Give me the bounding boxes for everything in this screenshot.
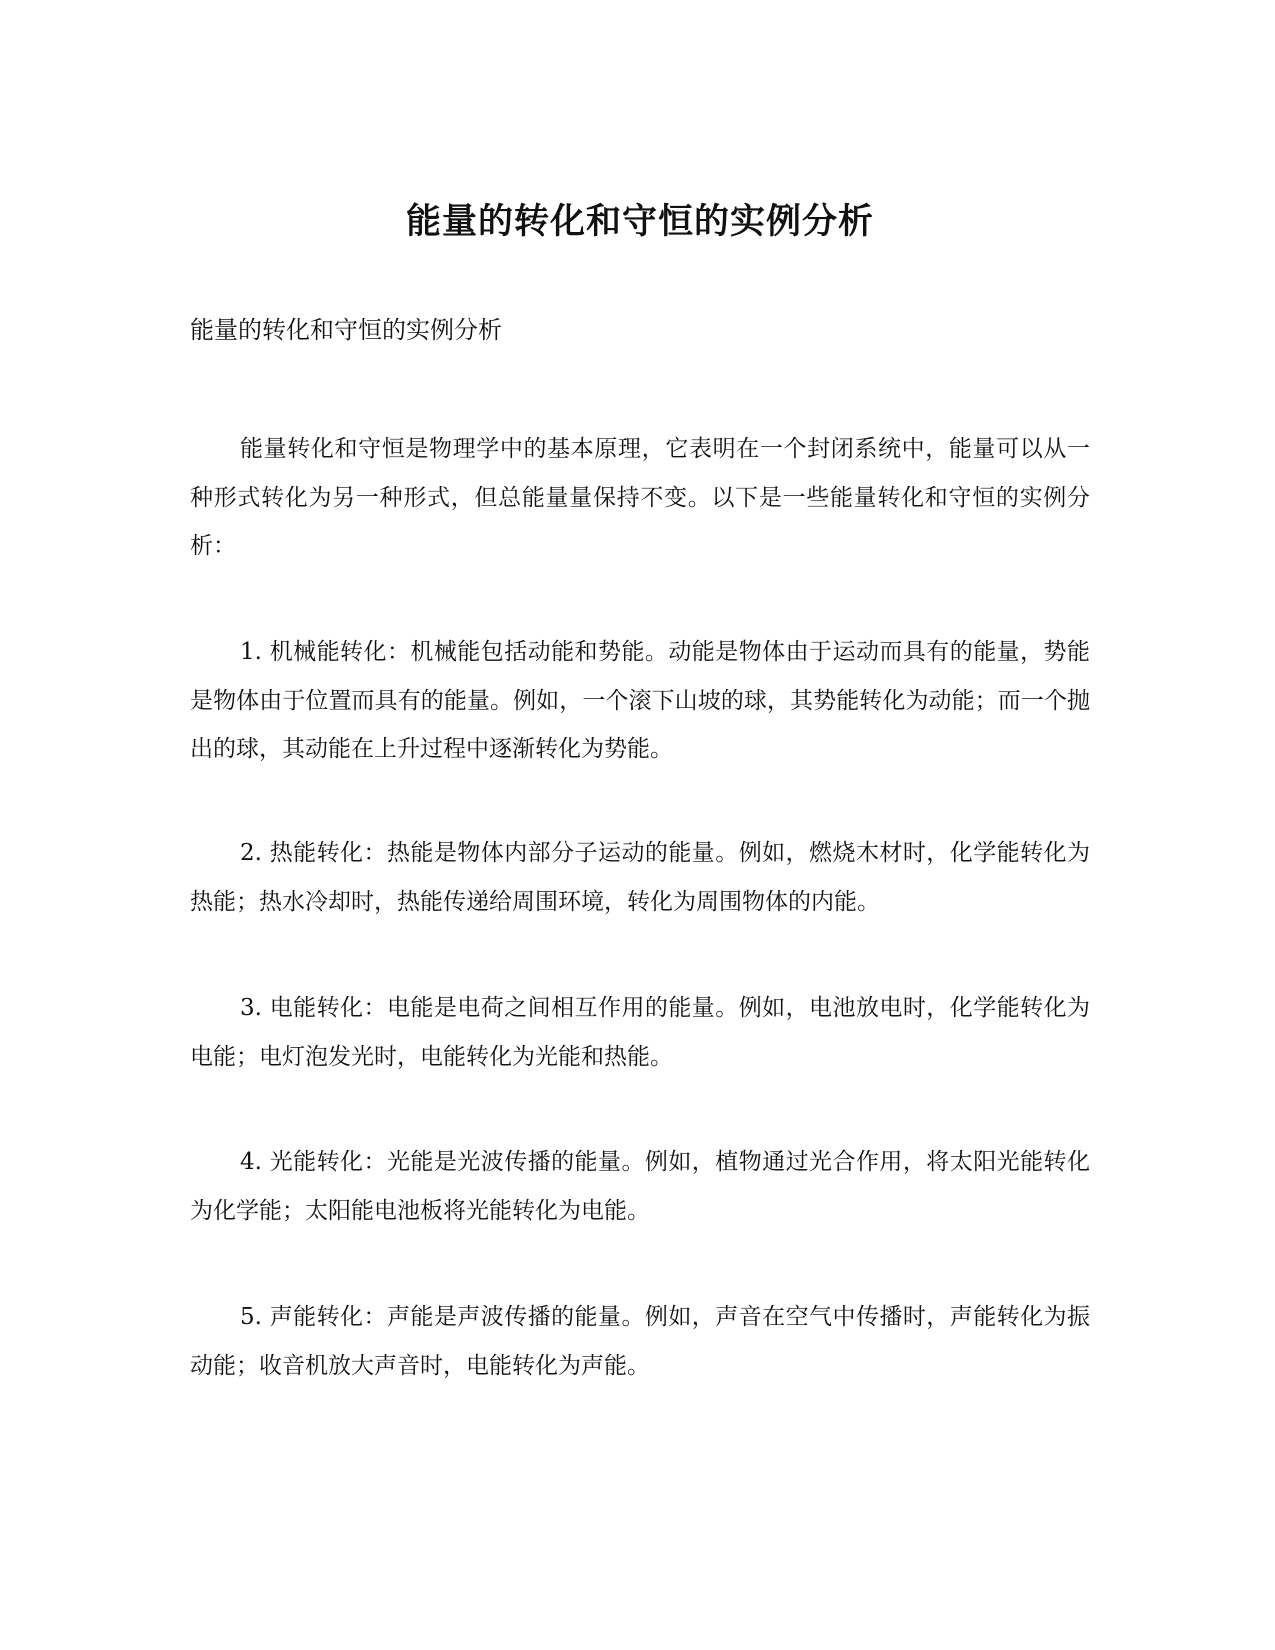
list-item-sound-energy: 5. 声能转化：声能是声波传播的能量。例如，声音在空气中传播时，声能转化为振动能；收音机放大声音时，电能转化为声能。: [190, 1304, 1090, 1379]
document-subtitle: 能量的转化和守恒的实例分析: [190, 316, 502, 344]
document-title: 能量的转化和守恒的实例分析: [405, 202, 874, 242]
list-item-electrical-energy: 3. 电能转化：电能是电荷之间相互作用的能量。例如，电池放电时，化学能转化为电能；电灯泡发光时，电能转化为光能和热能。: [190, 995, 1090, 1070]
list-item-mechanical-energy: 1. 机械能转化：机械能包括动能和势能。动能是物体由于运动而具有的能量，势能是物体由于位置而具有的能量。例如，一个滚下山坡的球，其势能转化为动能；而一个抛出的球，其动能在上升过程中逐渐转化为势能。: [190, 639, 1090, 762]
list-item-light-energy: 4. 光能转化：光能是光波传播的能量。例如，植物通过光合作用，将太阳光能转化为化学能；太阳能电池板将光能转化为电能。: [190, 1149, 1090, 1224]
intro-paragraph: 能量转化和守恒是物理学中的基本原理，它表明在一个封闭系统中，能量可以从一种形式转化为另一种形式，但总能量量保持不变。以下是一些能量转化和守恒的实例分析：: [190, 436, 1090, 559]
list-item-thermal-energy: 2. 热能转化：热能是物体内部分子运动的能量。例如，燃烧木材时，化学能转化为热能；热水冷却时，热能传递给周围环境，转化为周围物体的内能。: [190, 840, 1090, 915]
